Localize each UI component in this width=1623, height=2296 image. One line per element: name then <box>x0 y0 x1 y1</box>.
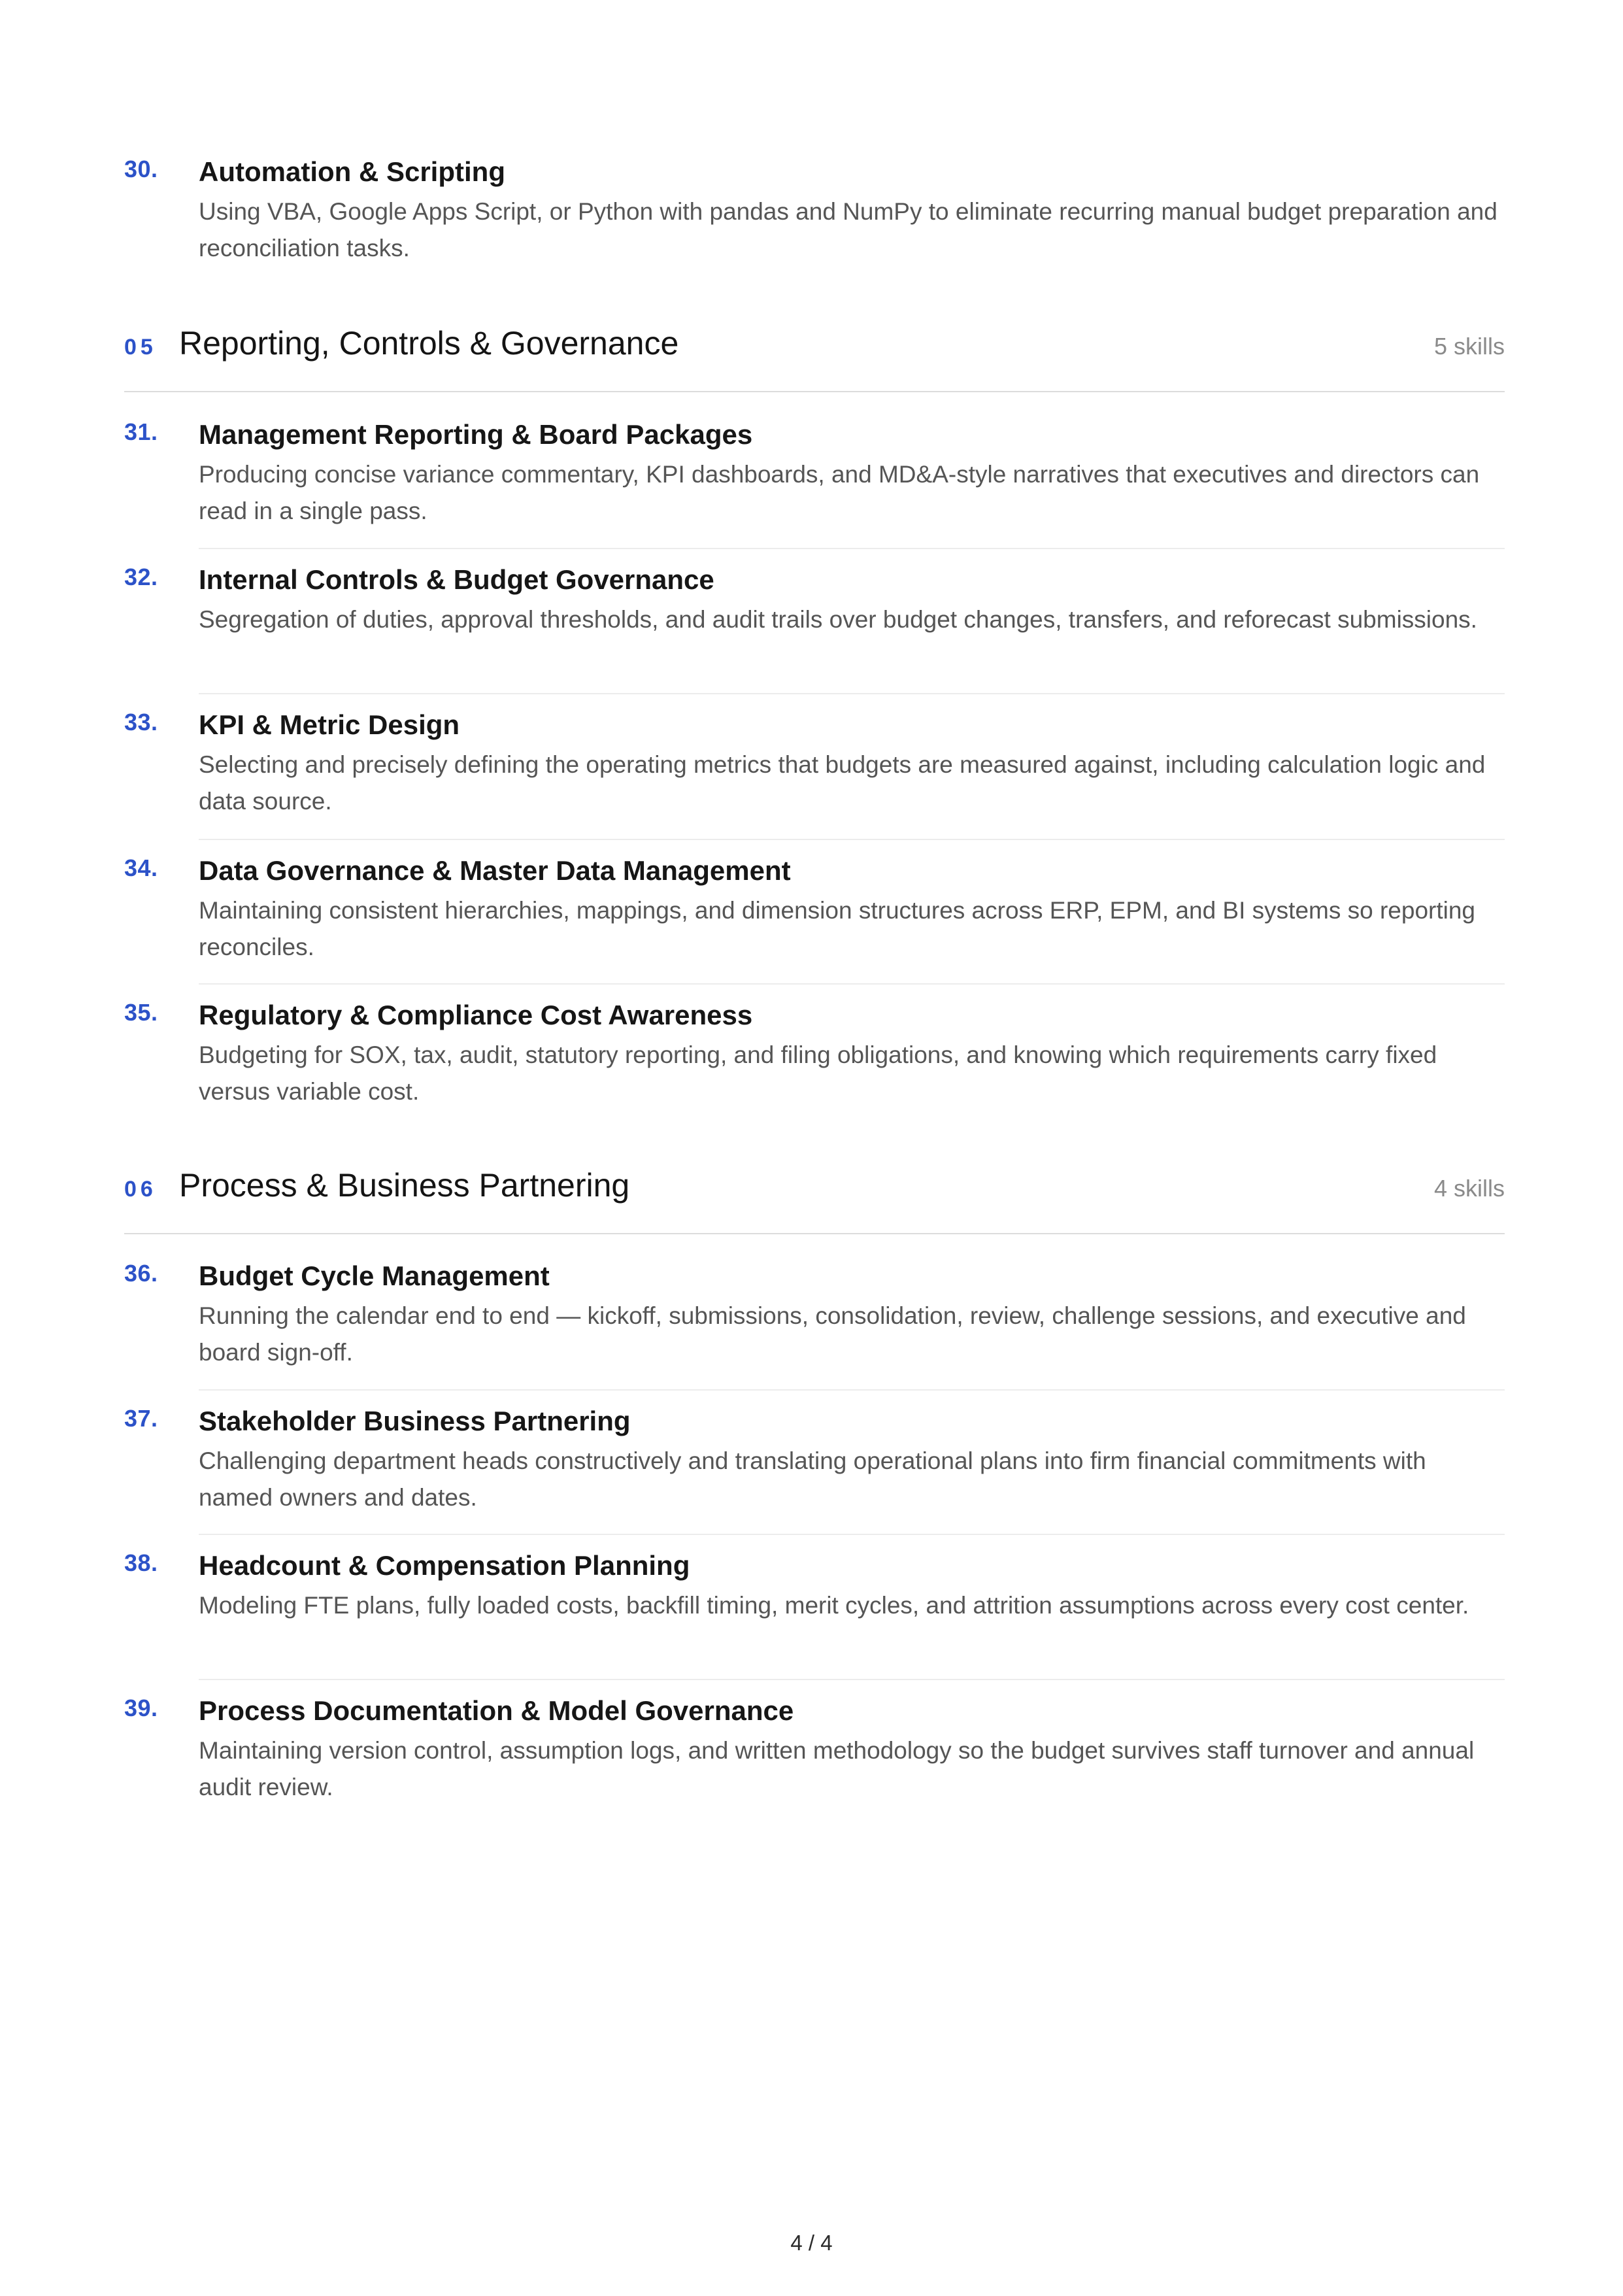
skill-item <box>124 1695 1505 1806</box>
divider <box>199 548 1505 549</box>
page-number: 4 / 4 <box>790 2231 833 2255</box>
divider <box>199 1679 1505 1680</box>
skill-title: KPI & Metric Design <box>199 709 460 740</box>
skill-description: Maintaining consistent hierarchies, mappings, and dimension structures across ERP, EPM, and BI systems so reporting reconciles. <box>199 897 1476 961</box>
skill-number: 33. <box>124 709 158 735</box>
skill-item <box>124 1260 1505 1371</box>
skill-title: Headcount & Compensation Planning <box>199 1550 690 1581</box>
skill-item <box>124 156 1505 267</box>
skill-description: Segregation of duties, approval thresholds, and audit trails over budget changes, transfers, and reforecast submissions. <box>199 606 1477 633</box>
skill-description: Using VBA, Google Apps Script, or Python with pandas and NumPy to eliminate recurring manual budget preparation and reconciliation tasks. <box>199 198 1498 262</box>
skill-title: Automation & Scripting <box>199 156 505 187</box>
section-number: 05 <box>124 335 157 360</box>
section-title: Process & Business Partnering <box>179 1167 630 1204</box>
divider <box>199 983 1505 985</box>
skill-item <box>124 1549 1505 1624</box>
skill-number: 30. <box>124 156 158 182</box>
divider <box>199 1534 1505 1535</box>
skill-description: Challenging department heads constructively and translating operational plans into firm financial commitments with named owners and dates. <box>199 1447 1426 1511</box>
skill-title: Internal Controls & Budget Governance <box>199 564 714 595</box>
divider <box>199 1389 1505 1391</box>
section-header <box>124 324 1505 392</box>
skill-description: Running the calendar end to end — kickoff, submissions, consolidation, review, challenge sessions, and executive and board sign-off. <box>199 1302 1466 1366</box>
skill-title: Budget Cycle Management <box>199 1260 550 1291</box>
skill-item <box>124 418 1505 530</box>
skill-description: Producing concise variance commentary, KPI dashboards, and MD&A-style narratives that executives and directors can read in a single pass. <box>199 461 1480 525</box>
section-title: Reporting, Controls & Governance <box>179 325 679 362</box>
skill-number: 31. <box>124 418 158 445</box>
section-skill-count: 5 skills <box>1433 333 1505 360</box>
skill-number: 37. <box>124 1405 158 1432</box>
skill-item <box>124 1405 1505 1516</box>
skill-number: 34. <box>124 854 158 881</box>
skill-title: Stakeholder Business Partnering <box>199 1406 631 1436</box>
skill-number: 39. <box>124 1695 158 1721</box>
skill-description: Budgeting for SOX, tax, audit, statutory reporting, and filing obligations, and knowing which requirements carry fixed versus variable cost. <box>199 1041 1437 1106</box>
skill-title: Management Reporting & Board Packages <box>199 419 753 450</box>
skill-title: Regulatory & Compliance Cost Awareness <box>199 1000 753 1030</box>
skill-item <box>124 564 1505 638</box>
section-number: 06 <box>124 1177 157 1202</box>
skill-number: 38. <box>124 1549 158 1576</box>
section-header <box>124 1166 1505 1234</box>
skill-item <box>124 709 1505 820</box>
skill-number: 36. <box>124 1260 158 1287</box>
skill-number: 35. <box>124 999 158 1026</box>
skill-item <box>124 854 1505 966</box>
section-skill-count: 4 skills <box>1433 1175 1505 1202</box>
skill-description: Modeling FTE plans, fully loaded costs, backfill timing, merit cycles, and attrition assumptions across every cost center. <box>199 1592 1469 1619</box>
skill-description: Selecting and precisely defining the operating metrics that budgets are measured against, including calculation logic and data source. <box>199 751 1486 815</box>
skill-number: 32. <box>124 564 158 590</box>
divider <box>199 839 1505 840</box>
divider <box>199 693 1505 694</box>
skill-title: Data Governance & Master Data Management <box>199 855 791 886</box>
skill-item <box>124 999 1505 1110</box>
skill-description: Maintaining version control, assumption logs, and written methodology so the budget survives staff turnover and annual audit review. <box>199 1737 1475 1801</box>
skill-title: Process Documentation & Model Governance <box>199 1695 794 1726</box>
